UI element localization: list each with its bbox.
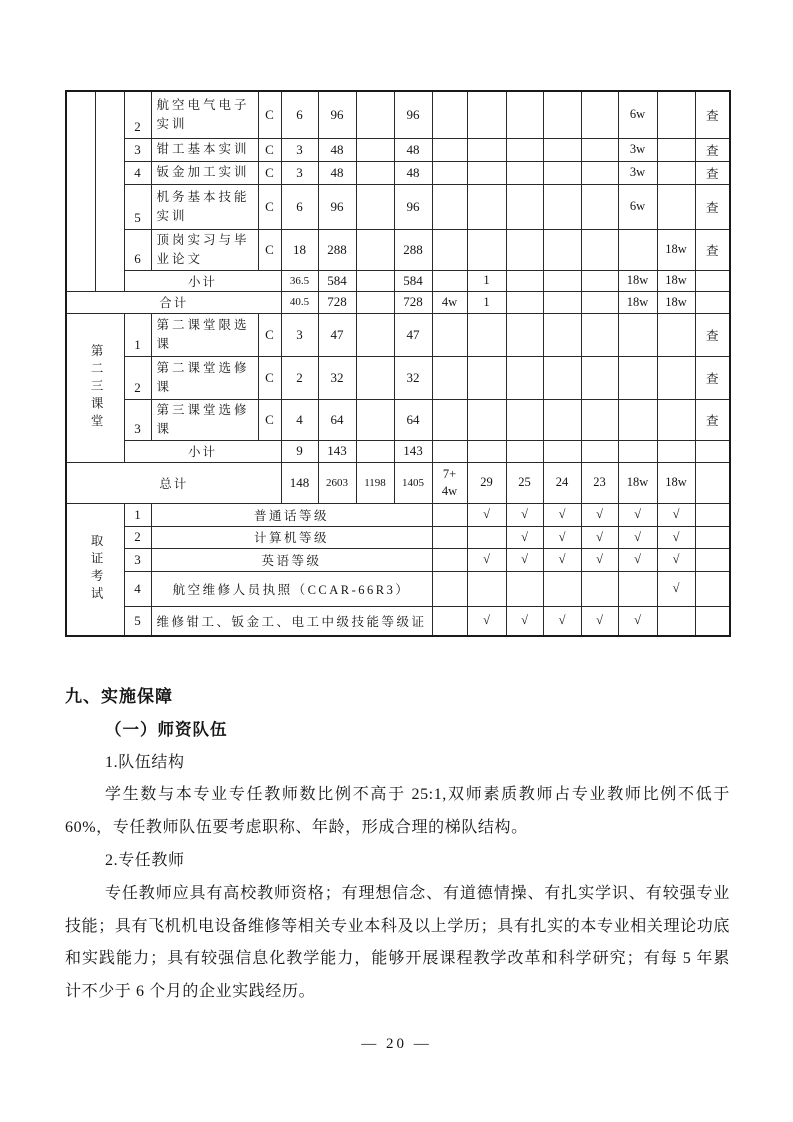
cell-total-hours: 728	[318, 291, 356, 313]
cell-exam-method: 查	[695, 356, 730, 399]
cell-row-number: 2	[124, 91, 151, 138]
table-row-subtotal	[66, 440, 730, 462]
cell-weeks	[432, 161, 467, 184]
side-spacer-col1	[66, 91, 95, 291]
cell-course-type: C	[258, 91, 281, 138]
cell-sem4-check	[581, 571, 618, 606]
cell-practice-hours: 96	[394, 184, 432, 229]
cell-theory-hours	[356, 138, 394, 161]
cell-sem5: 18w	[618, 270, 657, 291]
cell-sem1	[467, 356, 506, 399]
body-text-section	[65, 681, 730, 1009]
cell-sem5	[618, 399, 657, 440]
cell-sem2	[506, 313, 543, 356]
cell-sem2-check: √	[506, 503, 543, 526]
paragraph-2: 专任教师应具有高校教师资格；有理想信念、有道德情操、有扎实学识、有较强专业技能；具有飞机机电设备维修等相关专业本科及以上学历；具有扎实的本专业相关理论功底和实践能力；具有较强信息化教学能力，能够开展课程教学改革和科学研究；有每 5 年累计不少于 6 个月的企业实践经历。	[65, 884, 730, 1001]
cell-sem2	[506, 440, 543, 462]
cell-theory-hours	[356, 440, 394, 462]
cell-credits: 18	[281, 229, 318, 270]
cell-sem4-check: √	[581, 503, 618, 526]
cell-theory-hours	[356, 184, 394, 229]
cell-practice-hours: 584	[394, 270, 432, 291]
table-row-subtotal	[66, 270, 730, 291]
cell-sem5-check: √	[618, 503, 657, 526]
cell-total-hours: 48	[318, 161, 356, 184]
cell-sem1: 1	[467, 291, 506, 313]
cell-sem1: 1	[467, 270, 506, 291]
cell-sem6	[657, 91, 695, 138]
curriculum-table	[65, 90, 731, 637]
cell-sem1	[467, 399, 506, 440]
item2-title: 2.专任教师	[105, 851, 185, 869]
cell-sem3	[543, 184, 581, 229]
cell-theory-hours	[356, 399, 394, 440]
cell-sem3	[543, 313, 581, 356]
cell-credits: 3	[281, 138, 318, 161]
cell-sem6	[657, 313, 695, 356]
cell-exam-method	[695, 571, 730, 606]
table-row-course	[66, 399, 730, 440]
table-row-course	[66, 161, 730, 184]
cell-sem5: 3w	[618, 161, 657, 184]
cell-weeks	[432, 313, 467, 356]
cell-sem5-check: √	[618, 606, 657, 636]
cell-total-hours: 288	[318, 229, 356, 270]
cell-sem3	[543, 440, 581, 462]
cell-theory-hours	[356, 356, 394, 399]
cell-credits: 6	[281, 91, 318, 138]
cell-practice-hours: 143	[394, 440, 432, 462]
cell-exam-method	[695, 526, 730, 548]
cell-sem3-check	[543, 571, 581, 606]
cell-sem3-check: √	[543, 548, 581, 571]
cell-exam-method: 查	[695, 161, 730, 184]
cell-sem6: 18w	[657, 270, 695, 291]
cell-exam-method	[695, 440, 730, 462]
cell-weeks	[432, 399, 467, 440]
table-row-grand-total	[66, 462, 730, 503]
side-label-certification	[66, 503, 124, 636]
cell-credits: 4	[281, 399, 318, 440]
cell-sem2-check: √	[506, 606, 543, 636]
cell-row-number: 5	[124, 606, 151, 636]
cell-total-hours: 64	[318, 399, 356, 440]
cell-weeks	[432, 270, 467, 291]
item1-title: 1.队伍结构	[105, 753, 185, 771]
cell-sem6	[657, 356, 695, 399]
cell-course-type: C	[258, 356, 281, 399]
cell-sem3	[543, 161, 581, 184]
cell-course-type: C	[258, 313, 281, 356]
cell-row-number: 4	[124, 571, 151, 606]
cell-sem5: 18w	[618, 291, 657, 313]
cell-sem4	[581, 138, 618, 161]
cell-sem4	[581, 356, 618, 399]
cell-course-type: C	[258, 161, 281, 184]
cell-course-name: 第二课堂限选课	[151, 313, 258, 356]
cell-sem5-check: √	[618, 548, 657, 571]
cell-weeks	[432, 356, 467, 399]
cell-sem6: 18w	[657, 291, 695, 313]
cell-theory-hours	[356, 229, 394, 270]
cell-exam-method: 查	[695, 184, 730, 229]
cell-credits: 36.5	[281, 270, 318, 291]
cell-certification-name: 普通话等级	[151, 503, 432, 526]
cell-sem1	[467, 229, 506, 270]
cell-sem3: 24	[543, 462, 581, 503]
cell-subtotal-label: 小计	[124, 270, 281, 291]
cell-theory-hours	[356, 161, 394, 184]
cell-sem2: 25	[506, 462, 543, 503]
cell-row-number: 3	[124, 548, 151, 571]
cell-sem3	[543, 356, 581, 399]
cell-credits: 6	[281, 184, 318, 229]
cell-exam-method	[695, 462, 730, 503]
cell-certification-name: 英语等级	[151, 548, 432, 571]
cell-row-number: 5	[124, 184, 151, 229]
cell-sem2	[506, 399, 543, 440]
cell-row-number: 3	[124, 399, 151, 440]
cell-sem2-check	[506, 571, 543, 606]
cell-sem2	[506, 184, 543, 229]
table-row-course	[66, 356, 730, 399]
weeks-value: 7+4w	[441, 466, 458, 498]
cell-course-name: 第二课堂选修课	[151, 356, 258, 399]
cell-sem4: 23	[581, 462, 618, 503]
cell-sem4	[581, 184, 618, 229]
cell-sem6	[657, 399, 695, 440]
table-row-course	[66, 184, 730, 229]
certification-vertical-label: 取证考试	[89, 534, 104, 605]
cell-sem2	[506, 138, 543, 161]
cell-grand-total-label: 总计	[66, 462, 281, 503]
cell-sem3	[543, 91, 581, 138]
cell-row-number: 3	[124, 138, 151, 161]
section-heading: 九、实施保障	[65, 687, 173, 706]
table-row-certification	[66, 571, 730, 606]
cell-course-name: 航空电气电子实训	[151, 91, 258, 138]
cell-sem5: 3w	[618, 138, 657, 161]
cell-weeks	[432, 503, 467, 526]
subsection-heading: （一）师资队伍	[105, 719, 228, 739]
cell-row-number: 2	[124, 356, 151, 399]
cell-credits: 2	[281, 356, 318, 399]
cell-credits: 3	[281, 161, 318, 184]
cell-exam-method	[695, 606, 730, 636]
cell-sem3	[543, 229, 581, 270]
cell-sem6: 18w	[657, 229, 695, 270]
cell-sem1: 29	[467, 462, 506, 503]
cell-row-number: 1	[124, 313, 151, 356]
cell-sem1	[467, 138, 506, 161]
cell-practice-hours: 48	[394, 138, 432, 161]
cell-sem5	[618, 440, 657, 462]
cell-total-hours: 96	[318, 91, 356, 138]
table-row-certification	[66, 606, 730, 636]
table-row-certification	[66, 548, 730, 571]
cell-sem3	[543, 138, 581, 161]
cell-sem3-check: √	[543, 526, 581, 548]
cell-total-hours: 48	[318, 138, 356, 161]
cell-weeks	[432, 606, 467, 636]
cell-course-name: 第三课堂选修课	[151, 399, 258, 440]
cell-weeks	[432, 462, 467, 503]
cell-sem3-check: √	[543, 503, 581, 526]
cell-weeks	[432, 571, 467, 606]
cell-subtotal-label: 小计	[124, 440, 281, 462]
cell-exam-method	[695, 291, 730, 313]
cell-sem2	[506, 91, 543, 138]
cell-weeks: 4w	[432, 291, 467, 313]
cell-sem5	[618, 229, 657, 270]
cell-sem3	[543, 399, 581, 440]
page-number: — 20 —	[361, 1036, 432, 1052]
cell-sem3	[543, 270, 581, 291]
cell-total-hours: 143	[318, 440, 356, 462]
cell-sem1	[467, 313, 506, 356]
cell-sem1-check	[467, 526, 506, 548]
cell-sem2-check: √	[506, 548, 543, 571]
paragraph-1: 学生数与本专业专任教师数比例不高于 25:1,双师素质教师占专业教师比例不低于 60%，专任教师队伍要考虑职称、年龄，形成合理的梯队结构。	[65, 786, 730, 837]
cell-exam-method: 查	[695, 399, 730, 440]
cell-theory-hours: 1198	[356, 462, 394, 503]
cell-credits: 3	[281, 313, 318, 356]
cell-sem2	[506, 229, 543, 270]
cell-exam-method	[695, 548, 730, 571]
cell-weeks	[432, 548, 467, 571]
cell-weeks	[432, 440, 467, 462]
cell-sem6	[657, 440, 695, 462]
cell-practice-hours: 1405	[394, 462, 432, 503]
table-row-course	[66, 229, 730, 270]
cell-sem1-check	[467, 571, 506, 606]
cell-practice-hours: 288	[394, 229, 432, 270]
cell-row-number: 6	[124, 229, 151, 270]
cell-sem4-check: √	[581, 606, 618, 636]
cell-course-name: 钳工基本实训	[151, 138, 258, 161]
cell-sem6-check: √	[657, 526, 695, 548]
cell-credits: 148	[281, 462, 318, 503]
cell-certification-name: 航空维修人员执照（CCAR-66R3）	[151, 571, 432, 606]
cell-sem4	[581, 291, 618, 313]
cell-weeks	[432, 91, 467, 138]
cell-theory-hours	[356, 270, 394, 291]
cell-sem1-check: √	[467, 548, 506, 571]
cell-sem5-check	[618, 571, 657, 606]
cell-total-hours: 2603	[318, 462, 356, 503]
cell-sem1-check: √	[467, 606, 506, 636]
cell-sem3	[543, 291, 581, 313]
cell-sem2	[506, 291, 543, 313]
cell-sem6-check: √	[657, 548, 695, 571]
cell-sem4-check: √	[581, 548, 618, 571]
cell-sem2	[506, 356, 543, 399]
cell-exam-method: 查	[695, 91, 730, 138]
table-row-certification	[66, 503, 730, 526]
cell-practice-hours: 64	[394, 399, 432, 440]
cell-total-hours: 584	[318, 270, 356, 291]
cell-credits: 9	[281, 440, 318, 462]
cell-sem5-check: √	[618, 526, 657, 548]
cell-theory-hours	[356, 91, 394, 138]
cell-sem1	[467, 161, 506, 184]
cell-exam-method	[695, 270, 730, 291]
cell-practice-hours: 47	[394, 313, 432, 356]
cell-course-type: C	[258, 184, 281, 229]
cell-certification-name: 维修钳工、钣金工、电工中级技能等级证	[151, 606, 432, 636]
cell-course-name: 机务基本技能实训	[151, 184, 258, 229]
cell-weeks	[432, 526, 467, 548]
cell-sem4	[581, 161, 618, 184]
cell-sem6-check	[657, 606, 695, 636]
cell-practice-hours: 32	[394, 356, 432, 399]
cell-course-type: C	[258, 138, 281, 161]
cell-exam-method: 查	[695, 313, 730, 356]
cell-practice-hours: 48	[394, 161, 432, 184]
cell-exam-method: 查	[695, 138, 730, 161]
cell-sem3-check: √	[543, 606, 581, 636]
cell-exam-method	[695, 503, 730, 526]
cell-sem5	[618, 356, 657, 399]
cell-sem1	[467, 184, 506, 229]
cell-sem6	[657, 161, 695, 184]
cell-sem2	[506, 161, 543, 184]
cell-sem2	[506, 270, 543, 291]
cell-course-type: C	[258, 399, 281, 440]
cell-total-hours: 96	[318, 184, 356, 229]
cell-sem4-check: √	[581, 526, 618, 548]
cell-sem6	[657, 138, 695, 161]
cell-course-name: 顶岗实习与毕业论文	[151, 229, 258, 270]
cell-sem5: 18w	[618, 462, 657, 503]
cell-sem4	[581, 270, 618, 291]
cell-weeks	[432, 184, 467, 229]
cell-sem4	[581, 440, 618, 462]
cell-sem5	[618, 313, 657, 356]
cell-theory-hours	[356, 313, 394, 356]
table-row-certification	[66, 526, 730, 548]
cell-certification-name: 计算机等级	[151, 526, 432, 548]
cell-theory-hours	[356, 291, 394, 313]
cell-total-hours: 47	[318, 313, 356, 356]
cell-row-number: 4	[124, 161, 151, 184]
cell-sem4	[581, 91, 618, 138]
cell-credits: 40.5	[281, 291, 318, 313]
cell-practice-hours: 96	[394, 91, 432, 138]
cell-sem5: 6w	[618, 91, 657, 138]
table-row-total	[66, 291, 730, 313]
cell-course-type: C	[258, 229, 281, 270]
cell-sem5: 6w	[618, 184, 657, 229]
cell-sem1	[467, 91, 506, 138]
cell-total-label: 合计	[66, 291, 281, 313]
cell-course-name: 钣金加工实训	[151, 161, 258, 184]
cell-sem1-check: √	[467, 503, 506, 526]
cell-weeks	[432, 229, 467, 270]
cell-sem4	[581, 399, 618, 440]
cell-sem2-check: √	[506, 526, 543, 548]
side-label-classroom	[66, 313, 124, 462]
cell-row-number: 2	[124, 526, 151, 548]
side-spacer-col2	[95, 91, 124, 291]
cell-sem1	[467, 440, 506, 462]
cell-row-number: 1	[124, 503, 151, 526]
cell-sem6	[657, 184, 695, 229]
cell-total-hours: 32	[318, 356, 356, 399]
cell-weeks	[432, 138, 467, 161]
cell-sem4	[581, 229, 618, 270]
cell-sem6-check: √	[657, 503, 695, 526]
cell-practice-hours: 728	[394, 291, 432, 313]
cell-sem6-check: √	[657, 571, 695, 606]
table-row-course	[66, 138, 730, 161]
cell-sem6: 18w	[657, 462, 695, 503]
cell-sem4	[581, 313, 618, 356]
classroom-vertical-label: 第二三课堂	[89, 343, 104, 432]
table-row-course	[66, 91, 730, 138]
table-row-course	[66, 313, 730, 356]
cell-exam-method: 查	[695, 229, 730, 270]
